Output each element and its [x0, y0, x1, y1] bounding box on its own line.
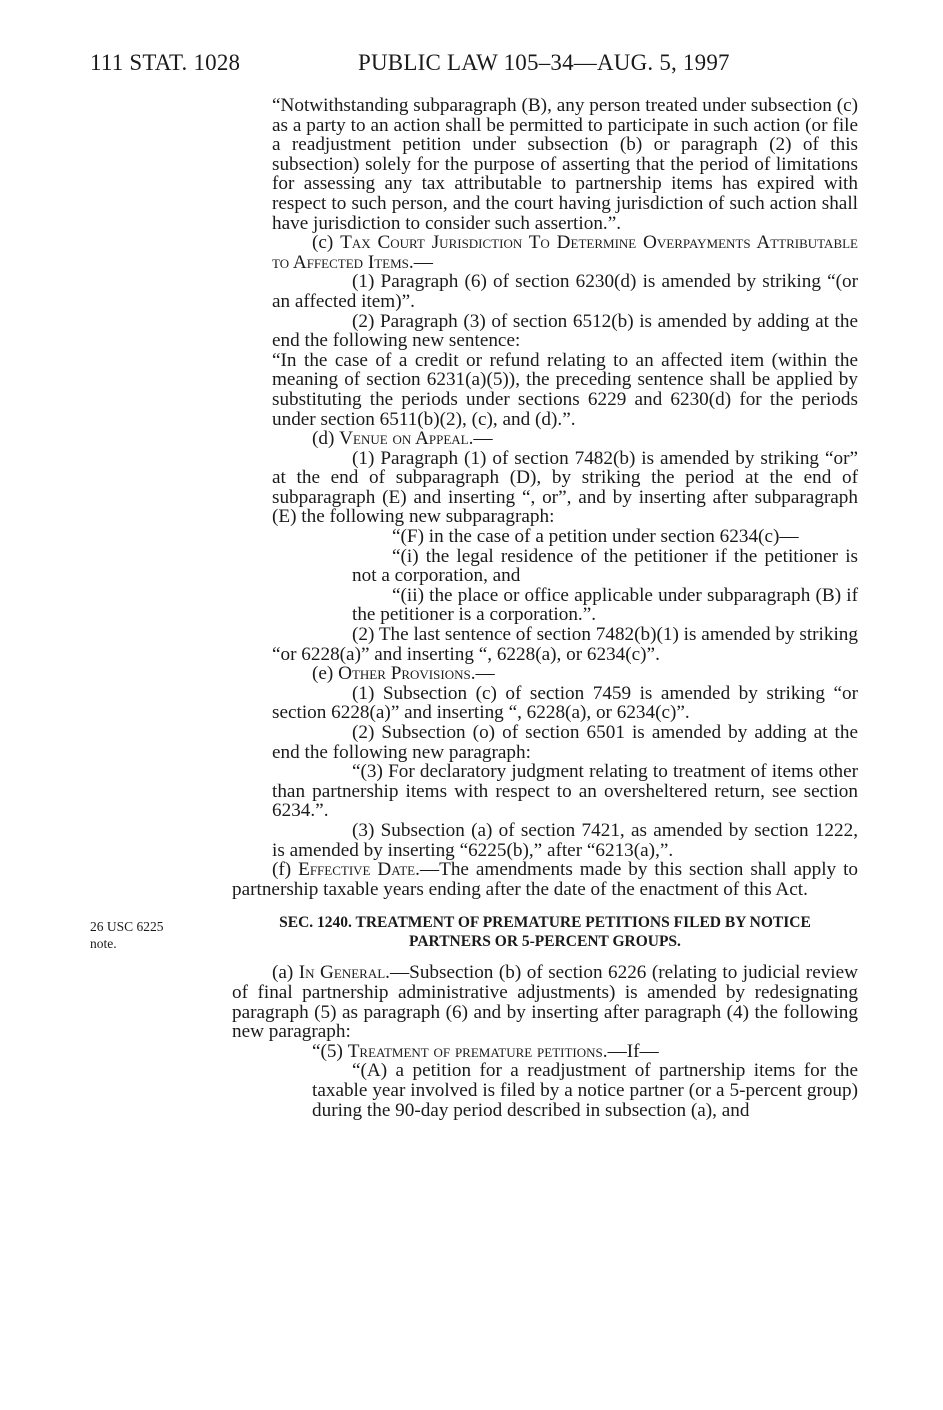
- body-text: [232, 96, 858, 1120]
- paragraph-c1: (1) Paragraph (6) of section 6230(d) is amended by striking “(or an affected item)”.: [272, 271, 858, 312]
- quoted-paragraph: “Notwithstanding subparagraph (B), any person treated under subsection (c) as a party to an action shall be permitted to participate in such action (or file a readjustment petition under subsection (b) or paragraph (2) of this subsection) solely for the purpose of asserting that the period of limitations for assessing any tax attributable to partnership items has expired with respect to such person, and the court having jurisdiction of such action shall have jurisdiction to consider such assertion.”.: [272, 95, 858, 234]
- paragraph-5-heading: “(5) Treatment of premature petitions.—If—: [312, 1040, 659, 1062]
- quoted-sentence-c2: “In the case of a credit or refund relating to an affected item (within the meaning of section 6231(a)(5)), the preceding sentence shall be applied by substituting the periods under sections 6229 and 6230(d) for the periods under section 6511(b)(2), (c), and (d).”.: [272, 349, 858, 430]
- clause-i: “(i) the legal residence of the petitioner if the petitioner is not a corporation, and: [352, 545, 858, 587]
- statute-page-number: 111 STAT. 1028: [90, 50, 241, 75]
- section-heading: SEC. 1240. TREATMENT OF PREMATURE PETITIONS FILED BY NOTICE PARTNERS OR 5-PERCENT GROUPS.: [279, 914, 811, 951]
- paragraph-d2: (2) The last sentence of section 7482(b)(1) is amended by striking “or 6228(a)” and inserting “, 6228(a), or 6234(c)”.: [272, 624, 858, 665]
- subparagraph-A: “(A) a petition for a readjustment of partnership items for the taxable year involved is filed by a notice partner (or a 5-percent group) during the 90-day period described in subsection (a), and: [312, 1060, 858, 1121]
- paragraph-e2: (2) Subsection (o) of section 6501 is amended by adding at the end the following new paragraph:: [272, 722, 858, 763]
- margin-note-label: note.: [90, 936, 117, 951]
- clause-ii: “(ii) the place or office applicable under subparagraph (B) if the petitioner is a corporation.”.: [352, 584, 858, 626]
- subsection-f: (f) Effective Date.—The amendments made by this section shall apply to partnership taxable years ending after the date of the enactment of this Act.: [232, 859, 858, 900]
- subsection-e-heading: (e) Other Provisions.—: [312, 663, 495, 685]
- paragraph-e1: (1) Subsection (c) of section 7459 is amended by striking “or section 6228(a)” and inserting “, 6228(a), or 6234(c)”.: [272, 682, 858, 724]
- paragraph-e3: (3) Subsection (a) of section 7421, as amended by section 1222, is amended by inserting “6225(b),” after “6213(a),”.: [272, 819, 858, 861]
- subsection-a: (a) In General.—Subsection (b) of section 6226 (relating to judicial review of final partnership administrative adjustments) is amended by redesignating paragraph (5) as paragraph (6) and by inserting after paragraph (4) the following new paragraph:: [232, 962, 859, 1043]
- subsection-d-heading: (d) Venue on Appeal.—: [312, 428, 493, 450]
- subsection-c-heading: (c) Tax Court Jurisdiction To Determine Overpayments Attributable to Affected Items.—: [272, 232, 859, 273]
- margin-note: [90, 918, 164, 952]
- subparagraph-F: “(F) in the case of a petition under section 6234(c)—: [392, 526, 799, 548]
- running-header: [90, 50, 860, 80]
- paragraph-c2: (2) Paragraph (3) of section 6512(b) is amended by adding at the end the following new sentence:: [272, 310, 858, 352]
- margin-note-citation: 26 USC 6225: [90, 919, 164, 934]
- quoted-paragraph-e2: “(3) For declaratory judgment relating to treatment of items other than partnership items with respect to an oversheltered return, see section 6234.”.: [272, 761, 858, 822]
- public-law-citation: PUBLIC LAW 105–34—AUG. 5, 1997: [358, 50, 730, 75]
- paragraph-d1: (1) Paragraph (1) of section 7482(b) is amended by striking “or” at the end of subparagraph (D), by striking the period at the end of subparagraph (E) and inserting “, or”, and by inserting after subparagraph (E) the following new subparagraph:: [272, 447, 858, 528]
